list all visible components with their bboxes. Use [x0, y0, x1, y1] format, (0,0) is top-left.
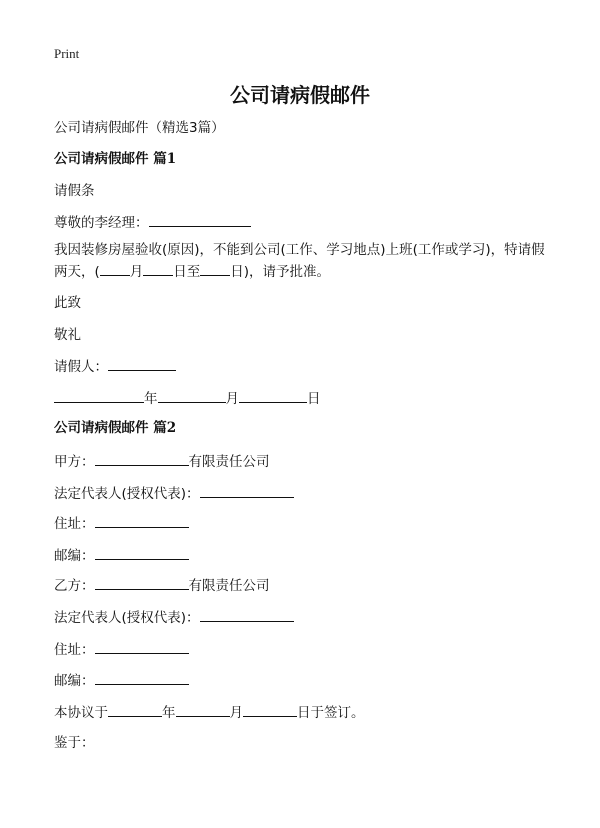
body-blank-month	[100, 261, 130, 276]
party-a-blank	[95, 451, 189, 466]
postcode-b-label: 邮编：	[54, 673, 95, 689]
agreement-suffix: 日于签订。	[297, 705, 365, 721]
address-a-line	[54, 513, 189, 534]
body-month-label: 月	[129, 264, 144, 280]
legal-rep-a-line	[54, 483, 294, 504]
date-line	[54, 388, 321, 409]
postcode-a-line	[54, 545, 189, 566]
address-a-label: 住址：	[54, 516, 95, 532]
postcode-b-line	[54, 670, 189, 691]
body-blank-day-start	[143, 261, 173, 276]
requester-label: 请假人：	[54, 359, 108, 375]
agreement-year-label: 年	[162, 705, 176, 721]
page-title: 公司请病假邮件	[230, 83, 370, 107]
requester-line	[54, 356, 176, 377]
leave-request-body	[54, 240, 554, 283]
section-heading-1-number: 篇1	[153, 151, 177, 167]
agreement-blank-month	[176, 702, 230, 717]
date-year-label: 年	[144, 391, 158, 407]
legal-rep-b-line	[54, 607, 294, 628]
closing-line-2: 敬礼	[54, 327, 81, 343]
agreement-prefix: 本协议于	[54, 705, 108, 721]
date-blank-year	[54, 388, 144, 403]
document-subtitle: 公司请病假邮件（精选3篇）	[54, 120, 225, 136]
greeting-line	[54, 212, 251, 233]
postcode-a-label: 邮编：	[54, 548, 95, 564]
section-heading-2	[54, 419, 176, 438]
section-heading-2-number: 篇2	[153, 420, 177, 436]
leave-note-title: 请假条	[54, 183, 95, 199]
party-a-line	[54, 451, 270, 472]
body-blank-day-end	[200, 261, 230, 276]
date-month-label: 月	[225, 391, 239, 407]
party-a-label: 甲方：	[54, 454, 95, 470]
agreement-blank-year	[108, 702, 162, 717]
body-end-text: 日)，请予批准。	[230, 264, 331, 280]
postcode-a-blank	[95, 545, 189, 560]
agreement-date-line	[54, 702, 365, 723]
section-heading-1-text: 公司请病假邮件	[54, 151, 154, 167]
greeting-blank	[149, 212, 251, 227]
body-day-to-label: 日至	[173, 264, 201, 280]
greeting-text: 尊敬的李经理：	[54, 215, 149, 231]
party-b-blank	[95, 575, 189, 590]
legal-rep-b-label: 法定代表人(授权代表)：	[54, 610, 200, 626]
requester-blank	[108, 356, 176, 371]
agreement-month-label: 月	[229, 705, 243, 721]
section-heading-1	[54, 150, 176, 169]
address-a-blank	[95, 513, 189, 528]
party-a-company-suffix: 有限责任公司	[188, 454, 270, 470]
legal-rep-a-blank	[200, 483, 294, 498]
print-link[interactable]: Print	[54, 46, 80, 61]
legal-rep-a-label: 法定代表人(授权代表)：	[54, 486, 200, 502]
date-day-label: 日	[307, 391, 321, 407]
body-text-1: 我因装修房屋验收(原因)，不能到公司(工作、学习地点)上班(工作或学习)，特请假两天，(	[54, 242, 545, 280]
party-b-label: 乙方：	[54, 578, 95, 594]
address-b-label: 住址：	[54, 642, 95, 658]
postcode-b-blank	[95, 670, 189, 685]
address-b-line	[54, 639, 189, 660]
address-b-blank	[95, 639, 189, 654]
agreement-blank-day	[243, 702, 297, 717]
section-heading-2-text: 公司请病假邮件	[54, 420, 154, 436]
party-b-company-suffix: 有限责任公司	[188, 578, 270, 594]
legal-rep-b-blank	[200, 607, 294, 622]
date-blank-month	[158, 388, 226, 403]
date-blank-day	[239, 388, 307, 403]
whereas-line: 鉴于：	[54, 735, 95, 751]
party-b-line	[54, 575, 270, 596]
closing-line-1: 此致	[54, 295, 81, 311]
